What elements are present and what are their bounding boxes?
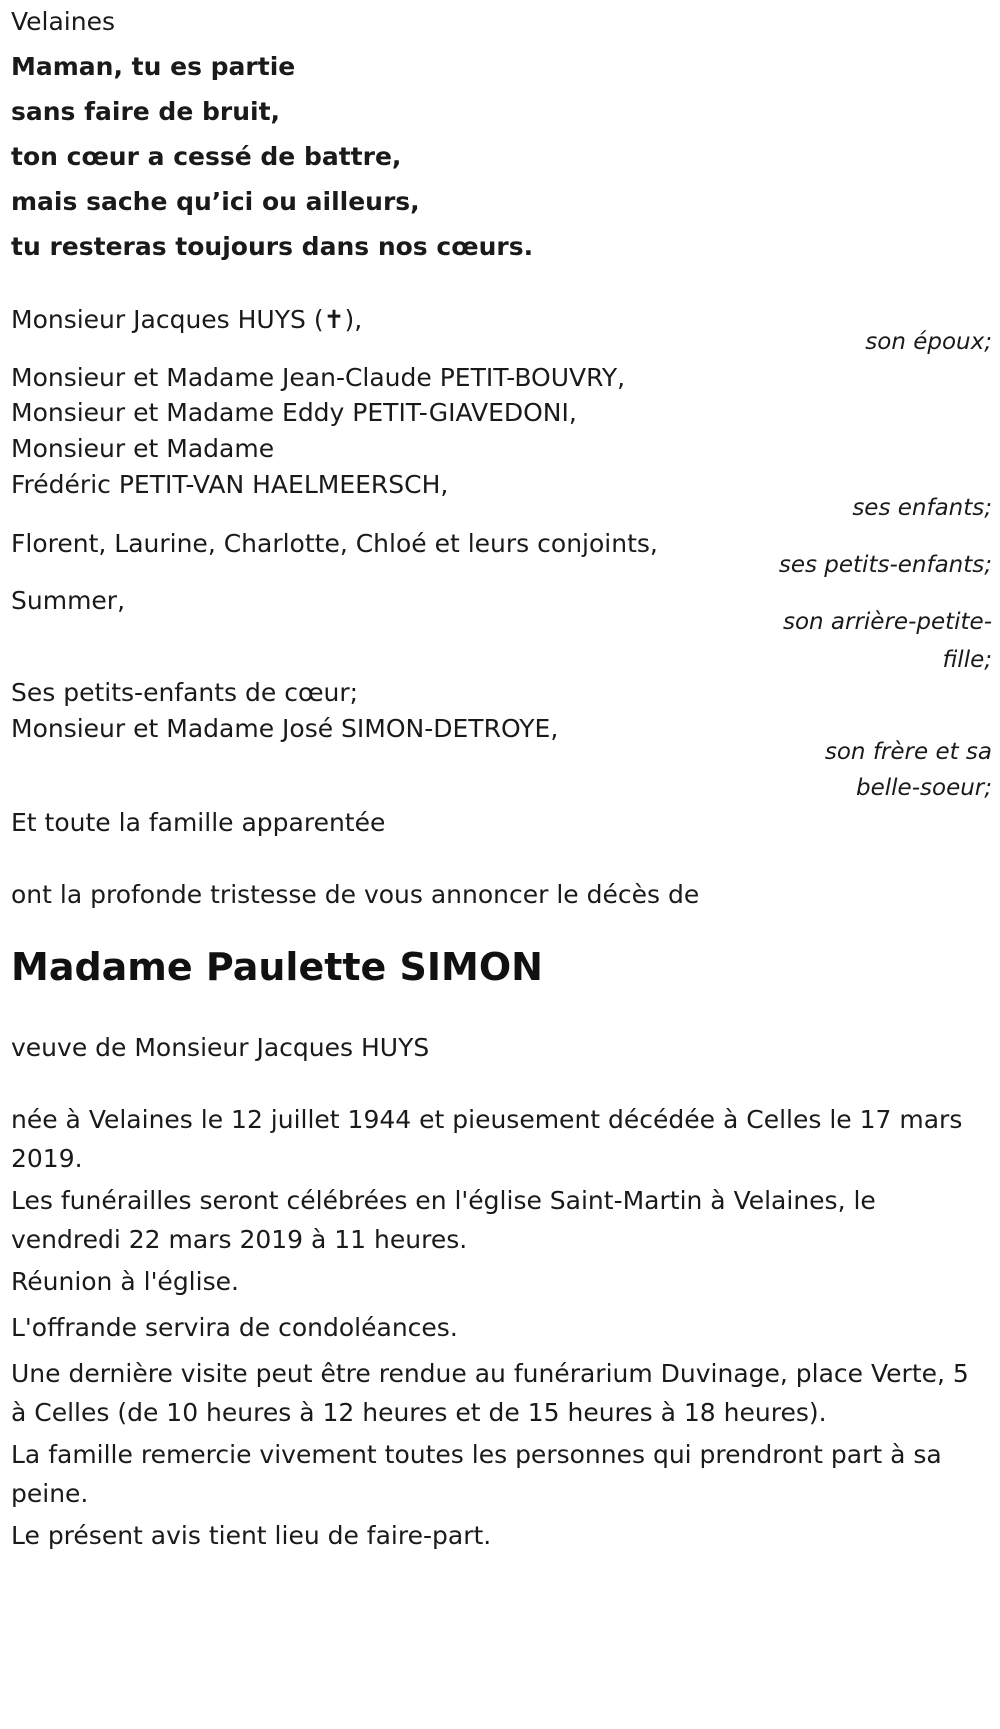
gathering-details: Réunion à l'église.	[11, 1267, 239, 1296]
deceased-name: Madame Paulette SIMON	[11, 945, 543, 989]
poem-line: sans faire de bruit,	[11, 97, 281, 126]
great-grandchild-relation: son arrière-petite-	[782, 609, 992, 635]
poem-line: ton cœur a cessé de battre,	[11, 142, 402, 171]
sibling-relation: belle-soeur;	[856, 775, 992, 801]
sibling-relation: son frère et sa	[824, 739, 992, 765]
child-name: Monsieur et Madame	[11, 434, 275, 463]
visitation-details: Une dernière visite peut être rendue au funérarium Duvinage, place Verte, 5 à Celles (de 10 heures à 12 heures et de 15 heures à 18 heures).	[11, 1359, 969, 1427]
offering-details: L'offrande servira de condoléances.	[11, 1313, 458, 1342]
thanks-details: La famille remercie vivement toutes les personnes qui prendront part à sa peine.	[11, 1440, 942, 1508]
funeral-details: Les funérailles seront célébrées en l'église Saint-Martin à Velaines, le vendredi 22 mars 2019 à 11 heures.	[11, 1186, 876, 1254]
announcement-text: ont la profonde tristesse de vous annoncer le décès de	[11, 880, 700, 909]
extended-family: Et toute la famille apparentée	[11, 808, 386, 837]
poem-line: mais sache qu’ici ou ailleurs,	[11, 187, 420, 216]
birth-death-details: née à Velaines le 12 juillet 1944 et pieusement décédée à Celles le 17 mars 2019.	[11, 1105, 963, 1173]
great-grandchild-name: Summer,	[11, 586, 126, 615]
child-name: Monsieur et Madame Eddy PETIT-GIAVEDONI,	[11, 398, 577, 427]
spouse-name: Monsieur Jacques HUYS (✝),	[11, 305, 363, 334]
heart-grandchildren: Ses petits-enfants de cœur;	[11, 678, 359, 707]
grandchildren-relation: ses petits-enfants;	[778, 552, 992, 578]
place-name: Velaines	[11, 7, 116, 36]
sibling-name: Monsieur et Madame José SIMON-DETROYE,	[11, 714, 559, 743]
child-name: Monsieur et Madame Jean-Claude PETIT-BOUVRY,	[11, 363, 626, 392]
child-name: Frédéric PETIT-VAN HAELMEERSCH,	[11, 470, 449, 499]
spouse-relation: son époux;	[865, 329, 992, 355]
poem-line: Maman, tu es partie	[11, 52, 296, 81]
notice-details: Le présent avis tient lieu de faire-part.	[11, 1521, 492, 1550]
great-grandchild-relation: fille;	[942, 647, 992, 673]
grandchildren-names: Florent, Laurine, Charlotte, Chloé et leurs conjoints,	[11, 529, 658, 558]
children-relation: ses enfants;	[852, 495, 992, 521]
poem-line: tu resteras toujours dans nos cœurs.	[11, 232, 534, 261]
widow-of: veuve de Monsieur Jacques HUYS	[11, 1033, 430, 1062]
